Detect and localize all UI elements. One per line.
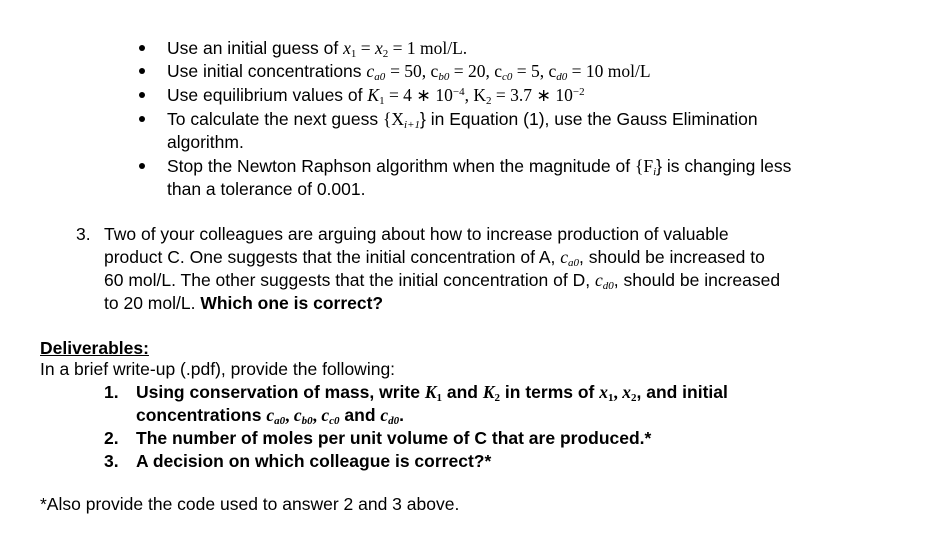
deliverables-intro: In a brief write-up (.pdf), provide the following: xyxy=(40,359,396,379)
bullet-5-line-1: Stop the Newton Raphson algorithm when the magnitude of $\{F_i\}$ is changing less xyxy=(167,156,792,178)
deliverable-3: A decision on which colleague is correct?* xyxy=(136,451,492,471)
deliverables-heading: Deliverables: xyxy=(40,338,149,358)
deliverable-1-number: 1. xyxy=(104,382,119,402)
bullet-dot-3 xyxy=(139,92,145,98)
bullet-dot-2 xyxy=(139,68,145,74)
question-3-line-2: product C. One suggests that the initial concentration of A, $c_{a0}$, should be increased to xyxy=(104,247,765,269)
deliverable-1-line-2: concentrations $c_{a0}$, $c_{b0}$, $c_{c0}$ and $c_{d0}$. xyxy=(136,405,405,427)
deliverable-2-number: 2. xyxy=(104,428,119,448)
bullet-4-line-1: To calculate the next guess $\{X_{i+1}\}$ in Equation (1), use the Gauss Elimination xyxy=(167,109,758,131)
bullet-dot-1 xyxy=(139,45,145,51)
question-3-line-4: to 20 mol/L. Which one is correct? xyxy=(104,293,384,313)
bullet-4-line-2: algorithm. xyxy=(167,132,244,152)
deliverable-3-number: 3. xyxy=(104,451,119,471)
bullet-dot-5 xyxy=(139,163,145,169)
bullet-1: Use an initial guess of $x_1 = x_2 = 1$ mol/L. xyxy=(167,38,468,60)
bullet-dot-4 xyxy=(139,116,145,122)
bullet-3: Use equilibrium values of $K_1 = 4$ ∗ $10^{-4}$, $K_2 = 3.7$ ∗ $10^{-2}$ xyxy=(167,85,585,107)
question-3-line-3: 60 mol/L. The other suggests that the initial concentration of D, $c_{d0}$, should be increased xyxy=(104,270,781,292)
bullet-2: Use initial concentrations $c_{a0} = 50$, $c_{b0} = 20$, $c_{c0} = 5$, $c_{d0} = 10$ mol/L xyxy=(167,61,651,83)
footnote: *Also provide the code used to answer 2 and 3 above. xyxy=(40,494,460,514)
question-3-line-1: Two of your colleagues are arguing about how to increase production of valuable xyxy=(104,224,729,244)
question-3-number: 3. xyxy=(76,224,91,244)
deliverable-2: The number of moles per unit volume of C that are produced.* xyxy=(136,428,652,448)
deliverable-1-line-1: Using conservation of mass, write $K_1$ and $K_2$ in terms of $x_1$, $x_2$, and initial xyxy=(136,382,728,404)
bullet-5-line-2: than a tolerance of 0.001. xyxy=(167,179,366,199)
